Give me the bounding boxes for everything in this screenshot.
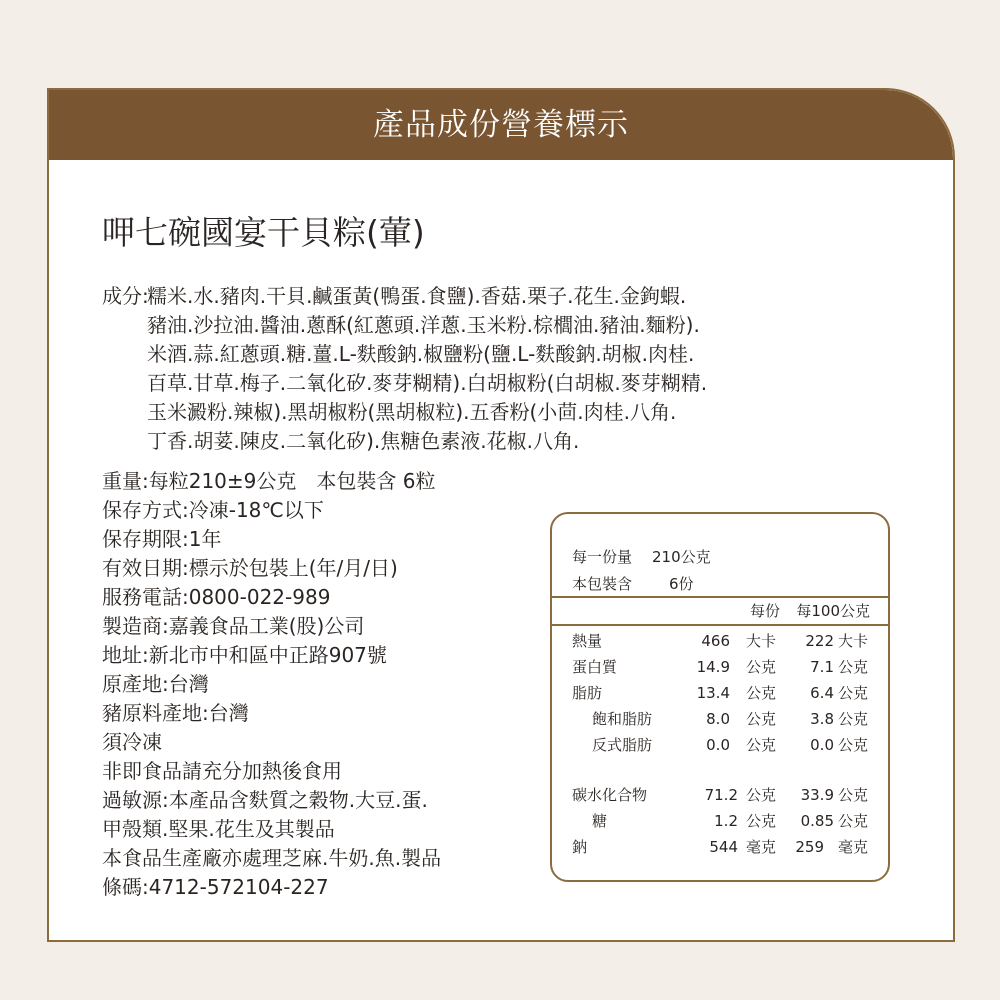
product-info	[102, 467, 441, 902]
nutrient-unit: 公克	[746, 710, 777, 728]
nutrient-value: 259	[795, 838, 824, 856]
info-phone: 服務電話:0800-022-989	[102, 585, 331, 609]
info-storage: 保存方式:冷凍-18℃以下	[102, 498, 324, 522]
ingredients-line: 糯米.水.豬肉.干貝.鹹蛋黃(鴨蛋.食鹽).香菇.栗子.花生.金鉤蝦.	[147, 284, 687, 308]
servings-value: 6份	[669, 575, 694, 593]
nutrient-name-saturated-fat: 飽和脂肪	[592, 710, 653, 728]
divider	[552, 596, 888, 598]
info-manufacturer: 製造商:嘉義食品工業(股)公司	[102, 614, 365, 638]
nutrient-unit: 公克	[746, 658, 777, 676]
nutrient-value: 33.9	[800, 786, 834, 804]
nutrient-value: 466	[701, 632, 730, 650]
info-facility: 本食品生產廠亦處理芝麻.牛奶.魚.製品	[102, 846, 442, 870]
nutrient-unit: 大卡	[746, 632, 777, 650]
nutrient-name-trans-fat: 反式脂肪	[592, 736, 653, 754]
header-title: 產品成份營養標示	[373, 107, 629, 143]
nutrient-name-fat: 脂肪	[572, 684, 603, 702]
nutrient-value: 0.0	[810, 736, 834, 754]
info-allergen-2: 甲殼類.堅果.花生及其製品	[102, 817, 335, 841]
info-barcode: 條碼:4712-572104-227	[102, 875, 329, 899]
info-origin: 原產地:台灣	[102, 672, 209, 696]
nutrient-value: 3.8	[810, 710, 834, 728]
info-expiry: 有效日期:標示於包裝上(年/月/日)	[102, 556, 398, 580]
ingredients-line: 百草.甘草.梅子.二氧化矽.麥芽糊精).白胡椒粉(白胡椒.麥芽糊精.	[147, 371, 708, 395]
nutrient-unit: 公克	[746, 684, 777, 702]
nutrient-value: 1.2	[714, 812, 738, 830]
nutrient-unit: 公克	[838, 812, 869, 830]
ingredients-line: 丁香.胡荽.陳皮.二氧化矽).焦糖色素液.花椒.八角.	[147, 429, 580, 453]
nutrition-table	[550, 512, 890, 882]
ingredients-line: 豬油.沙拉油.醬油.蔥酥(紅蔥頭.洋蔥.玉米粉.棕櫚油.豬油.麵粉).	[147, 313, 700, 337]
ingredients-lines	[147, 282, 707, 456]
info-keep-frozen: 須冷凍	[102, 730, 162, 754]
nutrient-value: 544	[709, 838, 738, 856]
nutrient-value: 6.4	[810, 684, 834, 702]
nutrient-value: 222	[805, 632, 834, 650]
col-per-100g: 每100公克	[796, 602, 870, 620]
info-heating: 非即食品請充分加熱後食用	[102, 759, 342, 783]
nutrient-unit: 公克	[838, 736, 869, 754]
col-per-serving: 每份	[749, 602, 780, 620]
nutrient-unit: 毫克	[746, 838, 777, 856]
header-bar	[49, 90, 953, 160]
nutrient-unit: 公克	[746, 786, 777, 804]
nutrient-value: 0.85	[800, 812, 834, 830]
ingredients-line: 玉米澱粉.辣椒).黑胡椒粉(黑胡椒粒).五香粉(小茴.肉桂.八角.	[147, 400, 677, 424]
serving-size-label: 每一份量	[572, 548, 633, 566]
nutrient-name-sugar: 糖	[592, 812, 608, 830]
nutrient-value: 8.0	[706, 710, 730, 728]
nutrient-value: 7.1	[810, 658, 834, 676]
nutrient-value: 71.2	[704, 786, 738, 804]
nutrient-name-energy: 熱量	[572, 632, 603, 650]
nutrient-value: 13.4	[696, 684, 730, 702]
nutrient-unit: 公克	[838, 658, 869, 676]
nutrient-unit: 公克	[838, 684, 869, 702]
info-allergen-1: 過敏源:本產品含麩質之穀物.大豆.蛋.	[102, 788, 428, 812]
nutrient-name-protein: 蛋白質	[572, 658, 618, 676]
divider	[552, 624, 888, 626]
nutrient-name-sodium: 鈉	[572, 838, 588, 856]
ingredients-label: 成分:	[102, 284, 149, 308]
info-shelf-life: 保存期限:1年	[102, 527, 222, 551]
nutrient-unit: 大卡	[838, 632, 869, 650]
info-weight: 重量:每粒210±9公克 本包裝含 6粒	[102, 469, 436, 493]
label-panel	[47, 88, 955, 942]
info-pork-origin: 豬原料產地:台灣	[102, 701, 249, 725]
info-address: 地址:新北市中和區中正路907號	[102, 643, 387, 667]
nutrient-value: 14.9	[696, 658, 730, 676]
servings-label: 本包裝含	[572, 575, 633, 593]
nutrient-unit: 毫克	[838, 838, 869, 856]
nutrient-unit: 公克	[746, 736, 777, 754]
nutrient-unit: 公克	[746, 812, 777, 830]
nutrient-unit: 公克	[838, 786, 869, 804]
nutrient-value: 0.0	[706, 736, 730, 754]
product-name: 呷七碗國宴干貝粽(葷)	[102, 213, 425, 252]
ingredients-line: 米酒.蒜.紅蔥頭.糖.薑.L-麩酸鈉.椒鹽粉(鹽.L-麩酸鈉.胡椒.肉桂.	[147, 342, 695, 366]
nutrient-name-carbohydrate: 碳水化合物	[572, 786, 648, 804]
nutrient-unit: 公克	[838, 710, 869, 728]
serving-size-value: 210公克	[652, 548, 711, 566]
